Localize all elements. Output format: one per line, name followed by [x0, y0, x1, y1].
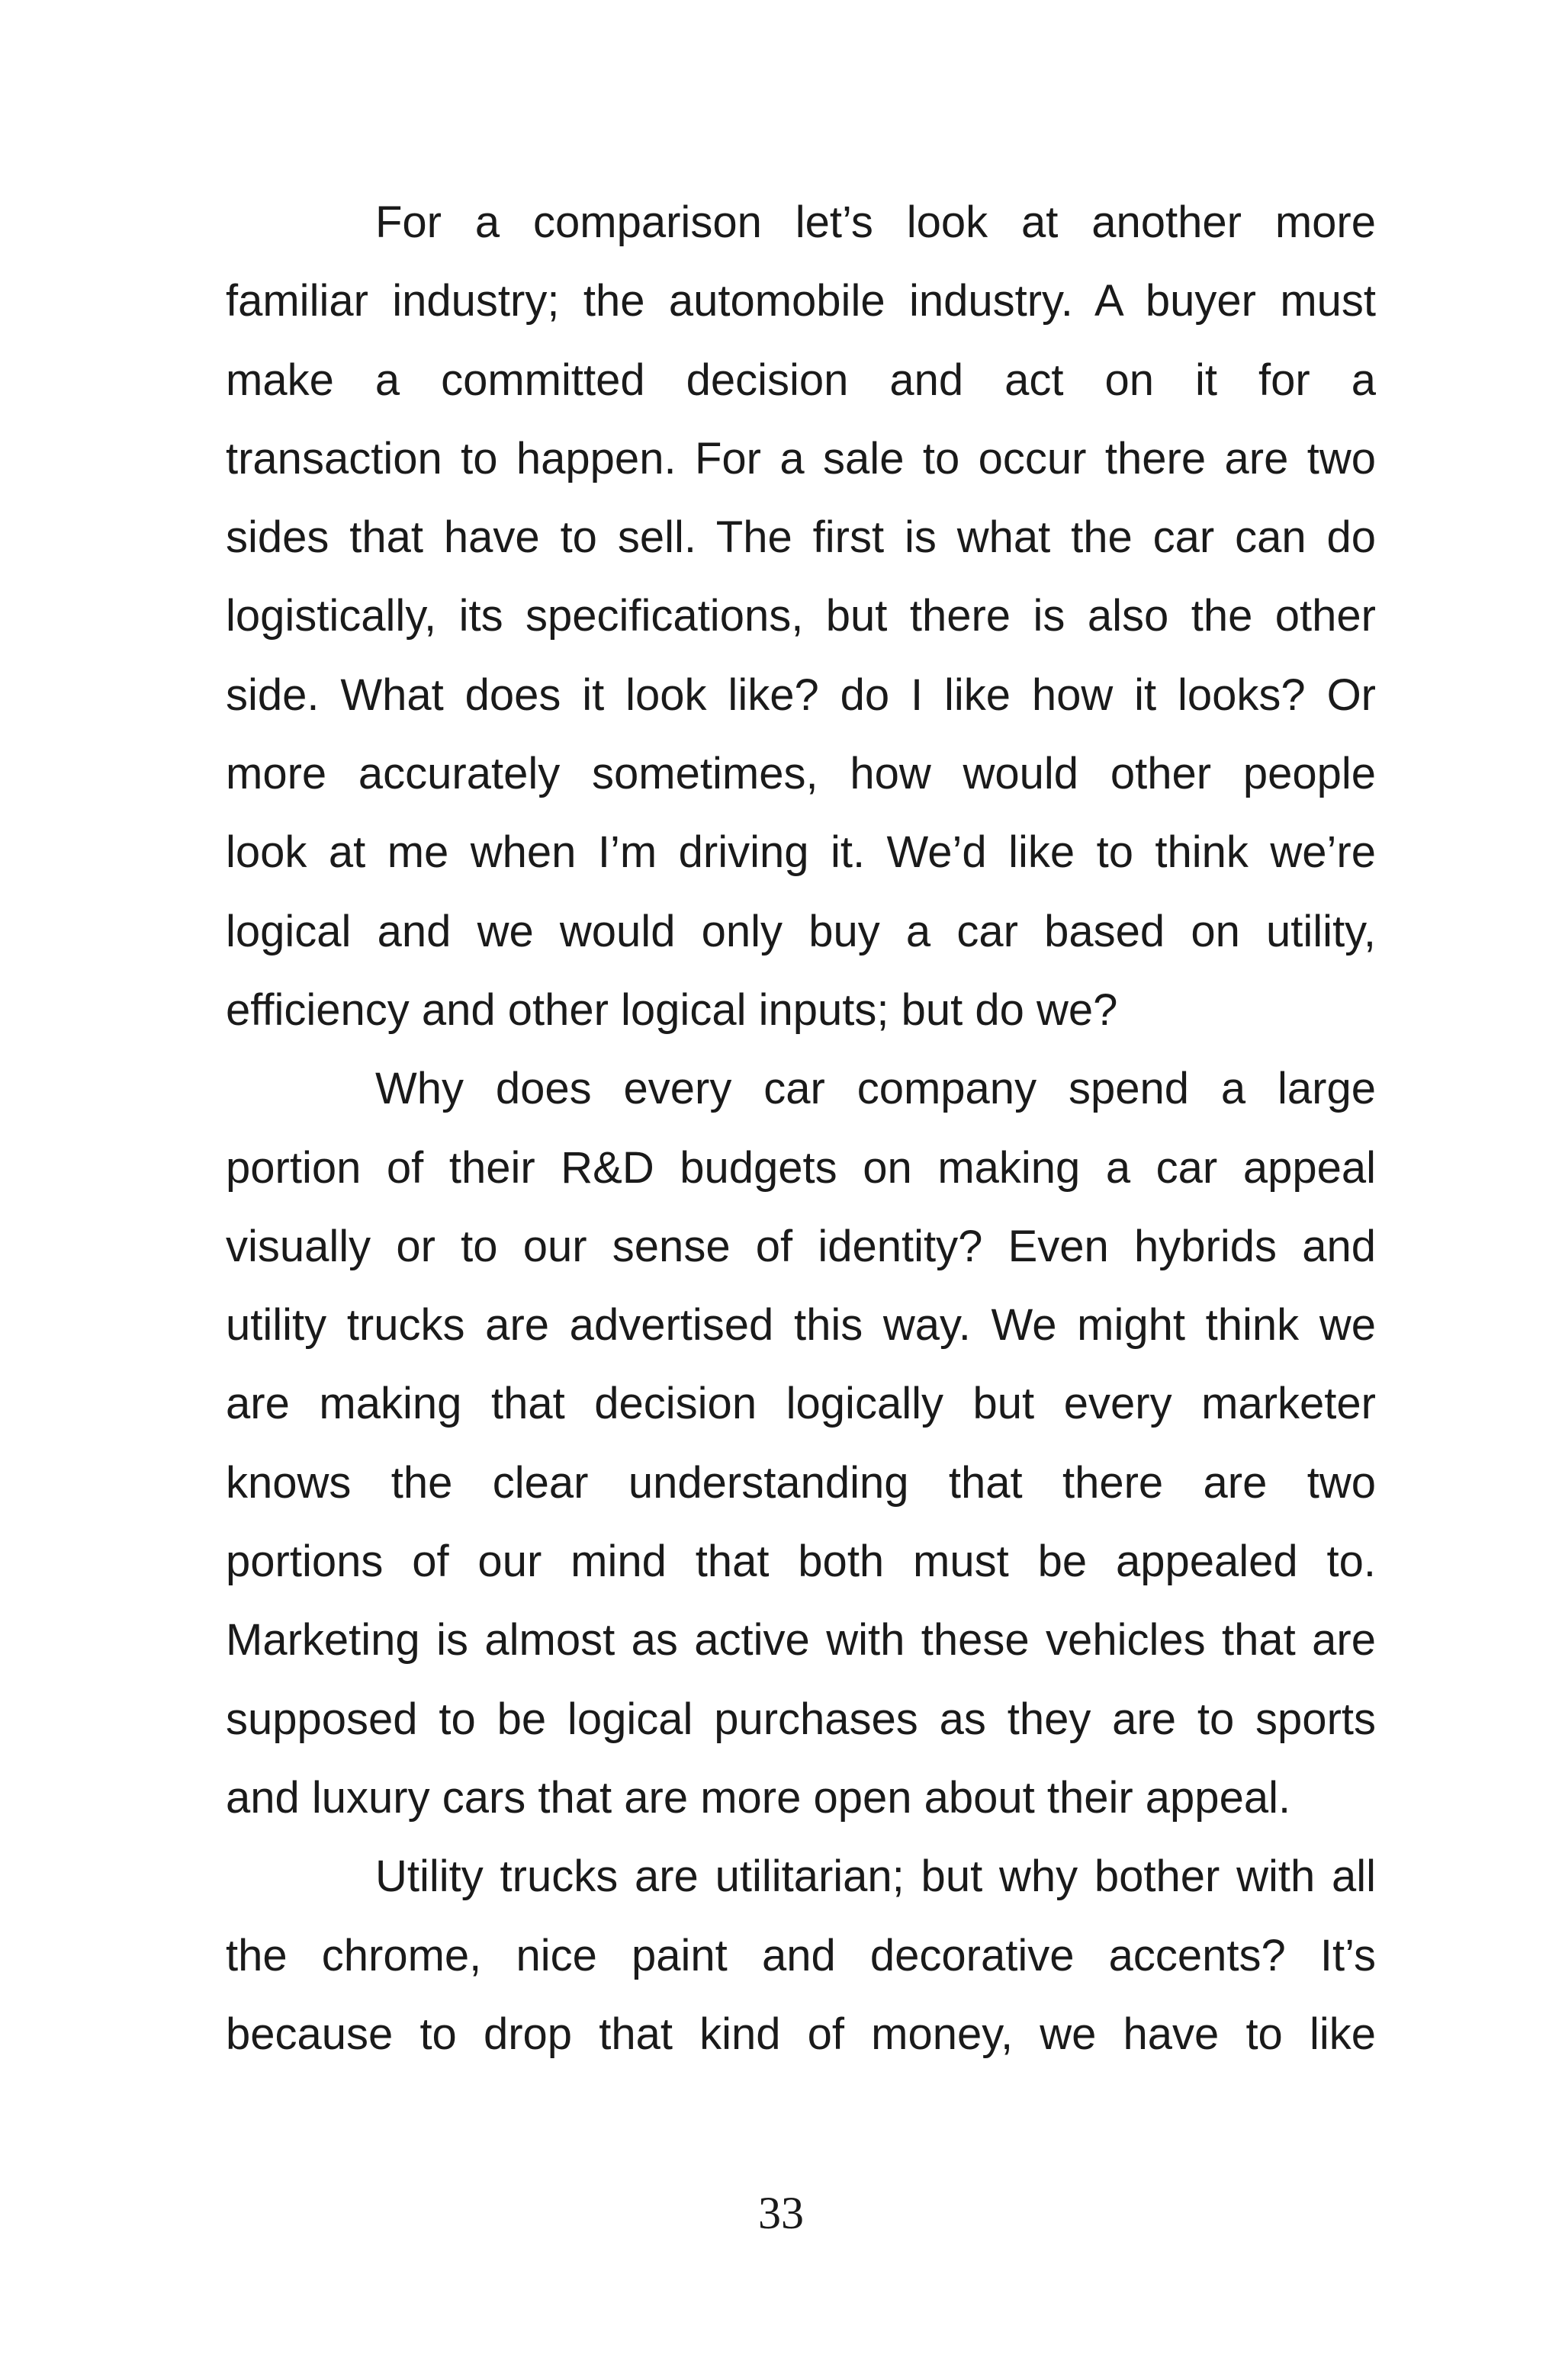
text-line: the chrome, nice paint and decorative accents? It’s: [226, 1930, 1376, 1980]
text-line: portions of our mind that both must be appealed to.: [226, 1537, 1376, 1587]
text-line: side. What does it look like? do I like how it looks? Or: [226, 670, 1376, 720]
text-line: efficiency and other logical inputs; but do we?: [226, 984, 1118, 1035]
text-line: because to drop that kind of money, we have to like: [226, 2009, 1376, 2059]
text-line: knows the clear understanding that there are two: [226, 1457, 1376, 1508]
text-line: and luxury cars that are more open about their appeal.: [226, 1772, 1291, 1823]
text-line: Utility trucks are utilitarian; but why bother with all: [375, 1852, 1376, 1902]
text-line: more accurately sometimes, how would other people: [226, 749, 1376, 799]
text-line: visually or to our sense of identity? Even hybrids and: [226, 1221, 1376, 1271]
text-line: For a comparison let’s look at another more: [375, 198, 1376, 247]
page-number: 33: [758, 2188, 804, 2238]
text-line: logical and we would only buy a car based on utility,: [226, 906, 1376, 956]
paragraph-3: [226, 1837, 1376, 2073]
paragraph-2: [226, 1049, 1376, 1837]
text-line: transaction to happen. For a sale to occur there are two: [226, 433, 1376, 483]
text-line: make a committed decision and act on it for a: [226, 355, 1376, 405]
text-line: utility trucks are advertised this way. We might think we: [226, 1300, 1376, 1351]
text-line: Marketing is almost as active with these vehicles that are: [226, 1615, 1376, 1665]
text-line: logistically, its specifications, but there is also the other: [226, 591, 1376, 641]
text-line: look at me when I’m driving it. We’d like to think we’re: [226, 827, 1376, 878]
text-line: are making that decision logically but every marketer: [226, 1379, 1376, 1429]
text-line: portion of their R&D budgets on making a car appeal: [226, 1142, 1376, 1193]
text-line: supposed to be logical purchases as they are to sports: [226, 1694, 1376, 1744]
body-text: [226, 183, 1376, 2073]
paragraph-1: [226, 183, 1376, 1049]
text-line: Why does every car company spend a large: [375, 1064, 1376, 1114]
text-line: sides that have to sell. The first is what the car can do: [226, 512, 1376, 563]
text-line: familiar industry; the automobile industry. A buyer must: [226, 276, 1376, 326]
